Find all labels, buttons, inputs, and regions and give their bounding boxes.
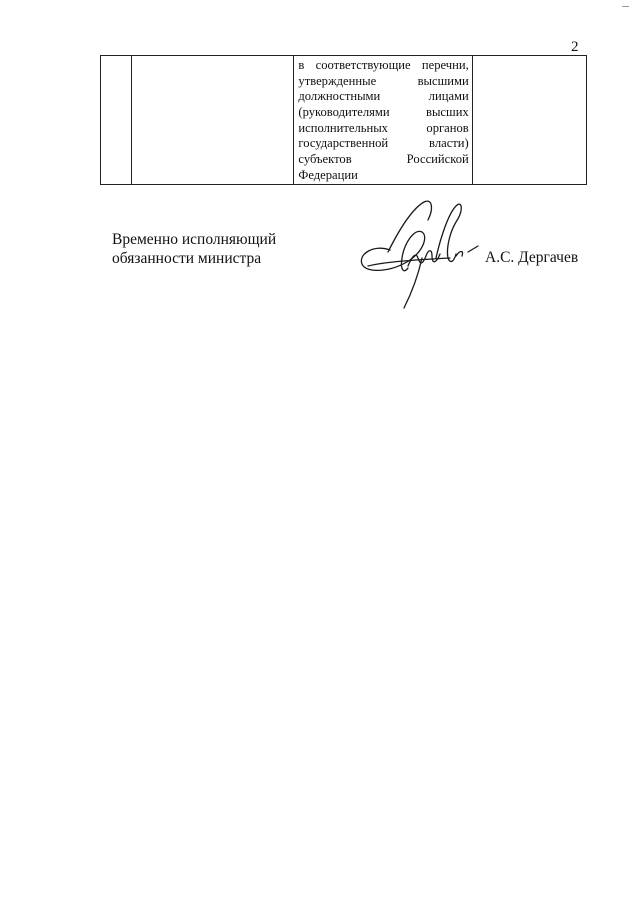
document-table bbox=[100, 55, 587, 185]
description-line: в соответствующие перечни, bbox=[298, 58, 469, 72]
description-line: исполнительных органов bbox=[298, 120, 469, 135]
signer-position-line: Временно исполняющий bbox=[112, 231, 277, 248]
scan-corner-mark bbox=[622, 6, 629, 7]
handwritten-signature-icon bbox=[352, 192, 482, 312]
description-line: государственной власти) bbox=[298, 136, 469, 151]
table-cell-description bbox=[294, 56, 472, 185]
table-row bbox=[101, 56, 587, 185]
signer-position bbox=[112, 230, 276, 268]
signer-position-line: обязанности министра bbox=[112, 250, 262, 267]
page-number: 2 bbox=[571, 39, 579, 55]
table-cell-name bbox=[132, 56, 294, 185]
description-line: Федерации bbox=[298, 167, 358, 182]
description-line: должностными лицами bbox=[298, 89, 469, 104]
signer-name: А.С. Дергачев bbox=[485, 249, 579, 266]
description-line: (руководителями высших bbox=[298, 105, 469, 120]
table-cell-note bbox=[472, 56, 586, 185]
description-line: утвержденные высшими bbox=[298, 73, 469, 88]
table-cell-number bbox=[101, 56, 132, 185]
description-line: субъектов Российской bbox=[298, 152, 469, 167]
